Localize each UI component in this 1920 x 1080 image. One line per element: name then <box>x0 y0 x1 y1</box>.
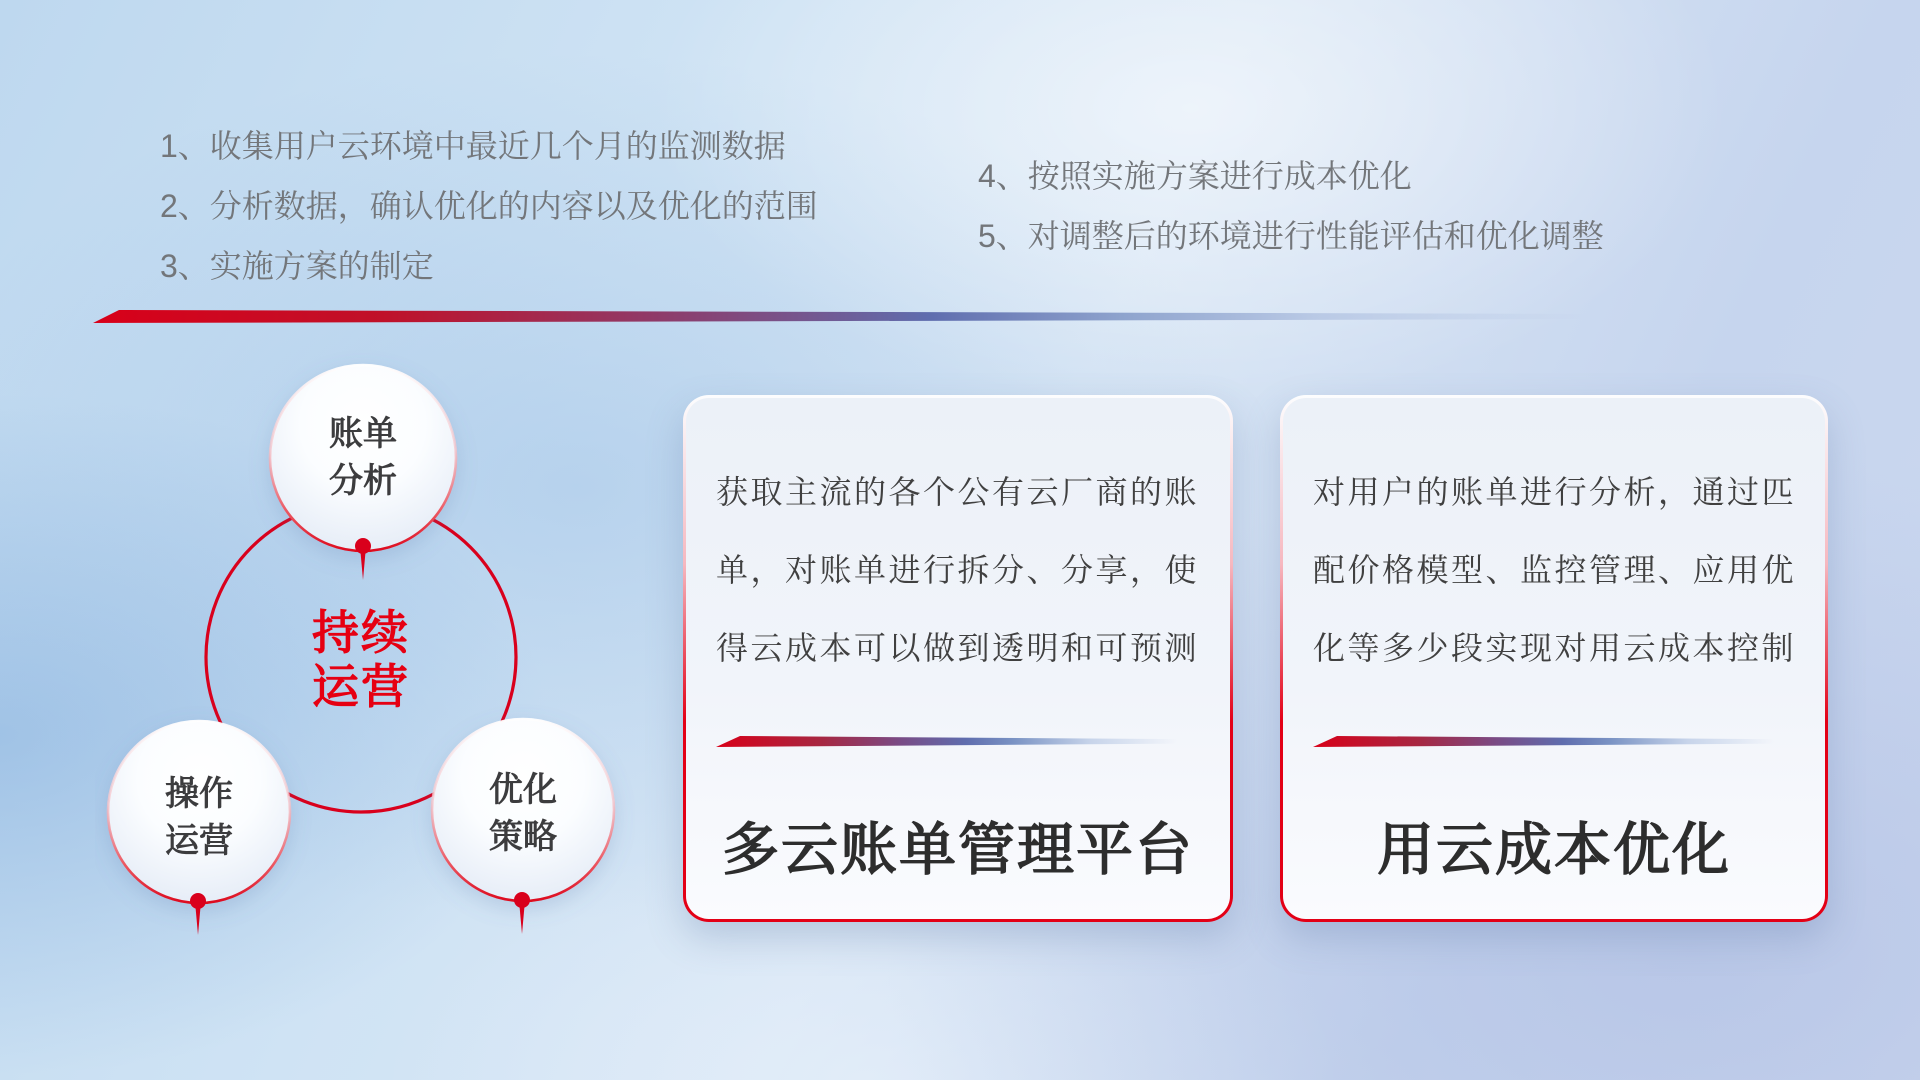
pin-needle-bottom-left <box>196 907 201 935</box>
step-3: 3、实施方案的制定 <box>160 248 434 284</box>
step-2: 2、分析数据，确认优化的内容以及优化的范围 <box>160 188 818 224</box>
card-title: 用云成本优化 <box>1377 818 1731 882</box>
pin-dot-bottom-left <box>190 893 206 909</box>
pin-dot-top <box>355 538 371 554</box>
node-label-line: 策略 <box>489 818 557 856</box>
node-label-line: 分析 <box>329 462 397 500</box>
card-divider-swoosh <box>1313 736 1793 747</box>
cycle-center-label <box>312 606 410 714</box>
section-divider-swoosh <box>93 310 1700 323</box>
body-line: 得云成本可以做到透明和可预测 <box>716 630 1200 666</box>
node-label-strategy <box>489 767 557 861</box>
body-line: 单，对账单进行拆分、分享，使 <box>716 552 1200 588</box>
node-label-line: 操作 <box>165 775 233 813</box>
body-line: 获取主流的各个公有云厂商的账 <box>716 474 1200 510</box>
step-4: 4、按照实施方案进行成本优化 <box>978 158 1412 194</box>
card-body-text <box>716 453 1202 687</box>
body-line: 化等多少段实现对用云成本控制 <box>1313 630 1797 666</box>
node-label-billing-analysis <box>329 411 397 505</box>
card-divider-swoosh <box>716 736 1196 747</box>
step-5: 5、对调整后的环境进行性能评估和优化调整 <box>978 218 1604 254</box>
card-multi-cloud-billing <box>683 395 1233 922</box>
cycle-center-line: 运营 <box>312 660 410 713</box>
cycle-center-line: 持续 <box>312 606 410 659</box>
card-cloud-cost-optimization <box>1280 395 1828 922</box>
node-label-line: 运营 <box>165 822 233 860</box>
pin-dot-bottom-right <box>514 892 530 908</box>
body-line: 对用户的账单进行分析，通过匹 <box>1313 474 1797 510</box>
process-steps-right <box>978 146 1604 266</box>
pin-needle-top <box>361 552 366 580</box>
step-1: 1、收集用户云环境中最近几个月的监测数据 <box>160 128 786 164</box>
process-steps-left <box>160 116 818 296</box>
node-label-line: 优化 <box>489 771 557 809</box>
card-cloud-cost-optimization-inner <box>1283 398 1825 919</box>
body-line: 配价格模型、监控管理、应用优 <box>1313 552 1797 588</box>
pin-needle-bottom-right <box>520 906 525 934</box>
card-body-text <box>1313 453 1797 687</box>
node-label-operation <box>165 771 233 865</box>
card-title: 多云账单管理平台 <box>722 818 1194 882</box>
card-multi-cloud-billing-inner <box>686 398 1230 919</box>
node-label-line: 账单 <box>329 415 397 453</box>
